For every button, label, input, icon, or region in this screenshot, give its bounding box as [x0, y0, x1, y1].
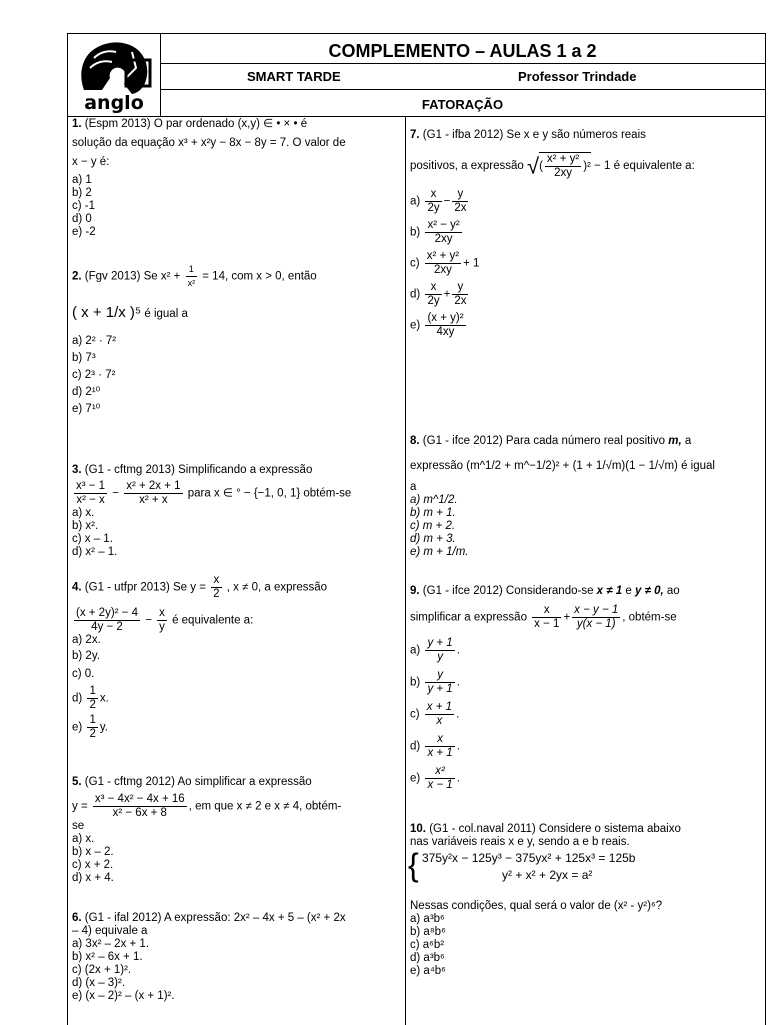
question-3: 3. (G1 - cftmg 2013) Simplificando a expressão $\frac{\text{x³ − 1}}{\text{x² − x}}$ − $\frac{\text{x² + 2x + 1}}{\text{x² + x}}$ para x ∈ ° − {−1, 0, 1} obtém-se a) x. b) x². c) x – 1. d) x² – 1. [72, 464, 352, 558]
logo-text: anglo [84, 92, 144, 114]
q9-text-2: simplificar a expressão [410, 611, 527, 624]
q5-text: (G1 - cftmg 2012) Ao simplificar a expressão [84, 776, 312, 788]
q1-option-b[interactable]: b) 2 [72, 187, 92, 199]
q3-text: (G1 - cftmg 2013) Simplificando a expressão [84, 464, 313, 476]
q10-equation-2: y² + x² + 2yx = a² [502, 868, 593, 882]
question-10 [410, 823, 681, 978]
q5-text-2: , em que x ≠ 2 e x ≠ 4, obtém- [188, 800, 342, 813]
q9-text: (G1 - ifce 2012) Considerando-se [422, 585, 594, 597]
q9-condition-1: x ≠ 1 [596, 585, 623, 597]
q9-condition-2: y ≠ 0, [634, 585, 664, 597]
q9-option-d[interactable]: d) $\frac{x}{x + 1}$ . [410, 733, 460, 759]
q1-number: 1. [72, 118, 82, 130]
q9-and: e [625, 585, 632, 597]
question-5 [72, 776, 341, 885]
logo [68, 34, 161, 117]
q2-text-2: = 14, com x > 0, então [202, 270, 317, 283]
q8-expression: expressão (m^1/2 + m^−1/2)² + (1 + 1/√m)(1 − 1/√m) é igual [410, 460, 715, 472]
q7-option-e[interactable]: e) $\frac{\text{(x + y)²}}{4xy}$ [410, 312, 464, 338]
teacher-name: Professor Trindade [518, 69, 637, 84]
q8-option-d[interactable]: d) m + 3. [410, 533, 456, 545]
q8-text-3: a [410, 481, 417, 493]
q5-option-d[interactable]: d) x + 4. [72, 872, 114, 884]
q10-system: { 375y²x − 125y³ − 375yx² + 125x³ = 125b y² + x² + 2yx = a² [410, 850, 681, 884]
q5-option-c[interactable]: c) x + 2. [72, 859, 114, 871]
q7-option-b[interactable]: b) $\frac{\text{x² − y²}}{2xy}$ [410, 219, 460, 245]
q1-option-a[interactable]: a) 1 [72, 174, 92, 186]
q8-option-a[interactable]: a) m^1/2. [410, 494, 458, 506]
q2-fraction: $\frac{1}{\text{x²}}$ [187, 264, 196, 288]
q3-number: 3. [72, 464, 82, 476]
column-divider [405, 116, 406, 1025]
q10-option-a[interactable]: a) a³b⁶ [410, 913, 445, 925]
q6-option-d[interactable]: d) (x – 3)². [72, 977, 126, 989]
question-9: 9. (G1 - ifce 2012) Considerando-se x ≠ 1 e y ≠ 0, ao simplificar a expressão $\frac{x}{x - 1}$ + $\frac{x - y - 1}{y(x - 1)}$ , obtém-se a) $\frac{y + 1}{y}$ . b) $\frac{y}{y + 1}$ . c) $\frac{x + 1}{x}$ . d) $\frac{x}{x + 1}$ . e) $\frac{\text{x²}}{x - 1}$ . [410, 585, 680, 791]
q7-text-2: positivos, a expressão [410, 160, 524, 173]
q5-number: 5. [72, 776, 82, 788]
q7-option-c[interactable]: c) $\frac{\text{x² + y²}}{2xy}$ + 1 [410, 250, 480, 276]
header-info-row [160, 63, 765, 90]
q9-option-e[interactable]: e) $\frac{\text{x²}}{x - 1}$ . [410, 765, 460, 791]
q6-option-e[interactable]: e) (x – 2)² – (x + 1)². [72, 990, 175, 1002]
q5-lhs: y = [72, 800, 88, 813]
q5-option-a[interactable]: a) x. [72, 833, 95, 845]
q9-option-a[interactable]: a) $\frac{y + 1}{y}$ . [410, 637, 460, 663]
q3-option-d[interactable]: d) x² – 1. [72, 546, 118, 558]
question-2 [72, 263, 317, 416]
q4-text: (G1 - utfpr 2013) Se y = [84, 581, 206, 594]
q2-text-3: é igual a [144, 308, 188, 320]
q10-option-c[interactable]: c) a⁶b² [410, 939, 445, 951]
lion-head-icon [76, 38, 152, 96]
q4-option-e[interactable]: e) $\frac{1}{2}$ y. [72, 714, 108, 740]
q9-option-c[interactable]: c) $\frac{x + 1}{x}$ . [410, 701, 460, 727]
q6-option-a[interactable]: a) 3x² – 2x + 1. [72, 938, 150, 950]
q7-root-fraction: $\frac{\text{x² + y²}}{2xy}$ [546, 153, 580, 179]
q7-text-3: − 1 é equivalente a: [594, 160, 695, 173]
q4-fraction-2: $\frac{x}{y}$ [159, 607, 165, 633]
topic-title: FATORAÇÃO [160, 89, 765, 117]
question-8 [410, 435, 715, 559]
q2-option-a[interactable]: a) 2² · 7² [72, 335, 117, 347]
question-1 [72, 118, 346, 239]
q4-option-d[interactable]: d) $\frac{1}{2}$ x. [72, 685, 109, 711]
q4-option-c[interactable]: c) 0. [72, 668, 95, 680]
q10-option-e[interactable]: e) a⁴b⁶ [410, 965, 446, 977]
question-6 [72, 912, 346, 1003]
q2-option-c[interactable]: c) 2³ · 7² [72, 369, 116, 381]
q5-option-b[interactable]: b) x – 2. [72, 846, 114, 858]
q1-option-d[interactable]: d) 0 [72, 213, 92, 225]
q10-text: (G1 - col.naval 2011) Considere o sistema abaixo [429, 823, 681, 835]
q3-option-b[interactable]: b) x². [72, 520, 99, 532]
q10-number: 10. [410, 823, 426, 835]
q7-number: 7. [410, 129, 420, 141]
q2-text: (Fgv 2013) Se x² + [84, 270, 181, 283]
q8-option-c[interactable]: c) m + 2. [410, 520, 456, 532]
q3-fraction-2: $\frac{\text{x² + 2x + 1}}{\text{x² + x}}$ [126, 480, 181, 506]
q1-text-2: solução da equação x³ + x²y − 8x − 8y = 7. O valor de [72, 137, 346, 149]
q1-option-e[interactable]: e) -2 [72, 226, 96, 238]
q9-number: 9. [410, 585, 420, 597]
q3-option-c[interactable]: c) x – 1. [72, 533, 113, 545]
q8-option-b[interactable]: b) m + 1. [410, 507, 456, 519]
q7-option-a[interactable]: a) $\frac{x}{2y}$ − $\frac{y}{2x}$ [410, 188, 467, 214]
q6-text-2: – 4) equivale a [72, 925, 148, 937]
q6-number: 6. [72, 912, 82, 924]
q9-fraction-2: $\frac{x - y - 1}{y(x - 1)}$ [574, 604, 619, 630]
q7-option-d[interactable]: d) $\frac{x}{2y}$ + $\frac{y}{2x}$ [410, 281, 467, 307]
q4-fraction-1: $\frac{\text{(x + 2y)² − 4}}{4y - 2}$ [76, 607, 138, 633]
q9-text-3: , obtém-se [622, 611, 677, 624]
q5-text-3: se [72, 820, 85, 832]
q10-option-d[interactable]: d) a³b⁶ [410, 952, 445, 964]
q10-text-3: Nessas condições, qual será o valor de (x² - y²)⁶? [410, 900, 663, 912]
q4-option-b[interactable]: b) 2y. [72, 650, 100, 662]
q9-option-b[interactable]: b) $\frac{y}{y + 1}$ . [410, 669, 460, 695]
q8-text: (G1 - ifce 2012) Para cada número real positivo [422, 435, 666, 447]
q6-text: (G1 - ifal 2012) A expressão: 2x² – 4x + 5 – (x² + 2x [84, 912, 346, 924]
question-4: 4. (G1 - utfpr 2013) Se y = $\frac{x}{2}$ , x ≠ 0, a expressão $\frac{\text{(x + 2y)² − 4}}{4y - 2}$ − $\frac{x}{y}$ é equivalente a: a) 2x. b) 2y. c) 0. d) $\frac{1}{2}$ x. e) $\frac{1}{2}$ y. [72, 574, 328, 740]
q4-option-a[interactable]: a) 2x. [72, 634, 101, 646]
q1-option-c[interactable]: c) -1 [72, 200, 95, 212]
class-name: SMART TARDE [247, 69, 341, 84]
q2-option-e[interactable]: e) 7¹⁰ [72, 403, 101, 415]
q3-option-a[interactable]: a) x. [72, 507, 95, 519]
q1-text-3: x − y é: [72, 156, 110, 168]
q5-fraction: $\frac{\text{x³ − 4x² − 4x + 16}}{\text{x² − 6x + 8}}$ [94, 793, 185, 819]
q9-fraction-1: $\frac{x}{x - 1}$ [534, 604, 560, 630]
q8-option-e[interactable]: e) m + 1/m. [410, 546, 469, 558]
q8-variable: m, [668, 435, 682, 447]
q8-text-1b: a [684, 435, 692, 447]
worksheet [67, 33, 766, 1025]
q3-fraction-1: $\frac{\text{x³ − 1}}{\text{x² − x}}$ [76, 480, 106, 506]
q2-option-d[interactable]: d) 2¹⁰ [72, 386, 101, 398]
q10-text-2: nas variáveis reais x e y, sendo a e b reais. [410, 836, 630, 848]
q1-text: (Espm 2013) O par ordenado (x,y) ∈ • × • é [84, 118, 308, 130]
q8-number: 8. [410, 435, 420, 447]
question-7: 7. (G1 - ifba 2012) Se x e y são números reais positivos, a expressão √( $\frac{\text{x² + y²}}{2xy}$ )² − 1 é equivalente a: a) $\frac{x}{2y}$ − $\frac{y}{2x}$ b) $\frac{\text{x² − y²}}{2xy}$ c) $\frac{\text{x² + y²}}{2xy}$ + 1 d) $\frac{x}{2y}$ + $\frac{y}{2x}$ e) $\frac{\text{(x + y)²}}{4xy}$ [410, 129, 695, 338]
q2-expression: ( x + 1/x )⁵ [72, 304, 142, 321]
q10-option-b[interactable]: b) a⁸b⁶ [410, 926, 446, 938]
page-title: COMPLEMENTO – AULAS 1 a 2 [160, 34, 765, 64]
q10-equation-1: 375y²x − 125y³ − 375yx² + 125x³ = 125b [422, 851, 636, 865]
q6-option-c[interactable]: c) (2x + 1)². [72, 964, 132, 976]
q9-text-1b: ao [666, 585, 680, 597]
q4-text-3: é equivalente a: [172, 614, 254, 627]
q2-number: 2. [72, 270, 82, 283]
q4-y-fraction: $\frac{x}{2}$ [213, 574, 220, 600]
q4-number: 4. [72, 581, 82, 594]
q7-text: (G1 - ifba 2012) Se x e y são números reais [422, 129, 646, 141]
q4-text-2: , x ≠ 0, a expressão [226, 581, 328, 594]
q3-text-2: para x ∈ ° − {−1, 0, 1} obtém-se [187, 487, 352, 500]
q2-option-b[interactable]: b) 7³ [72, 352, 96, 364]
q6-option-b[interactable]: b) x² – 6x + 1. [72, 951, 143, 963]
